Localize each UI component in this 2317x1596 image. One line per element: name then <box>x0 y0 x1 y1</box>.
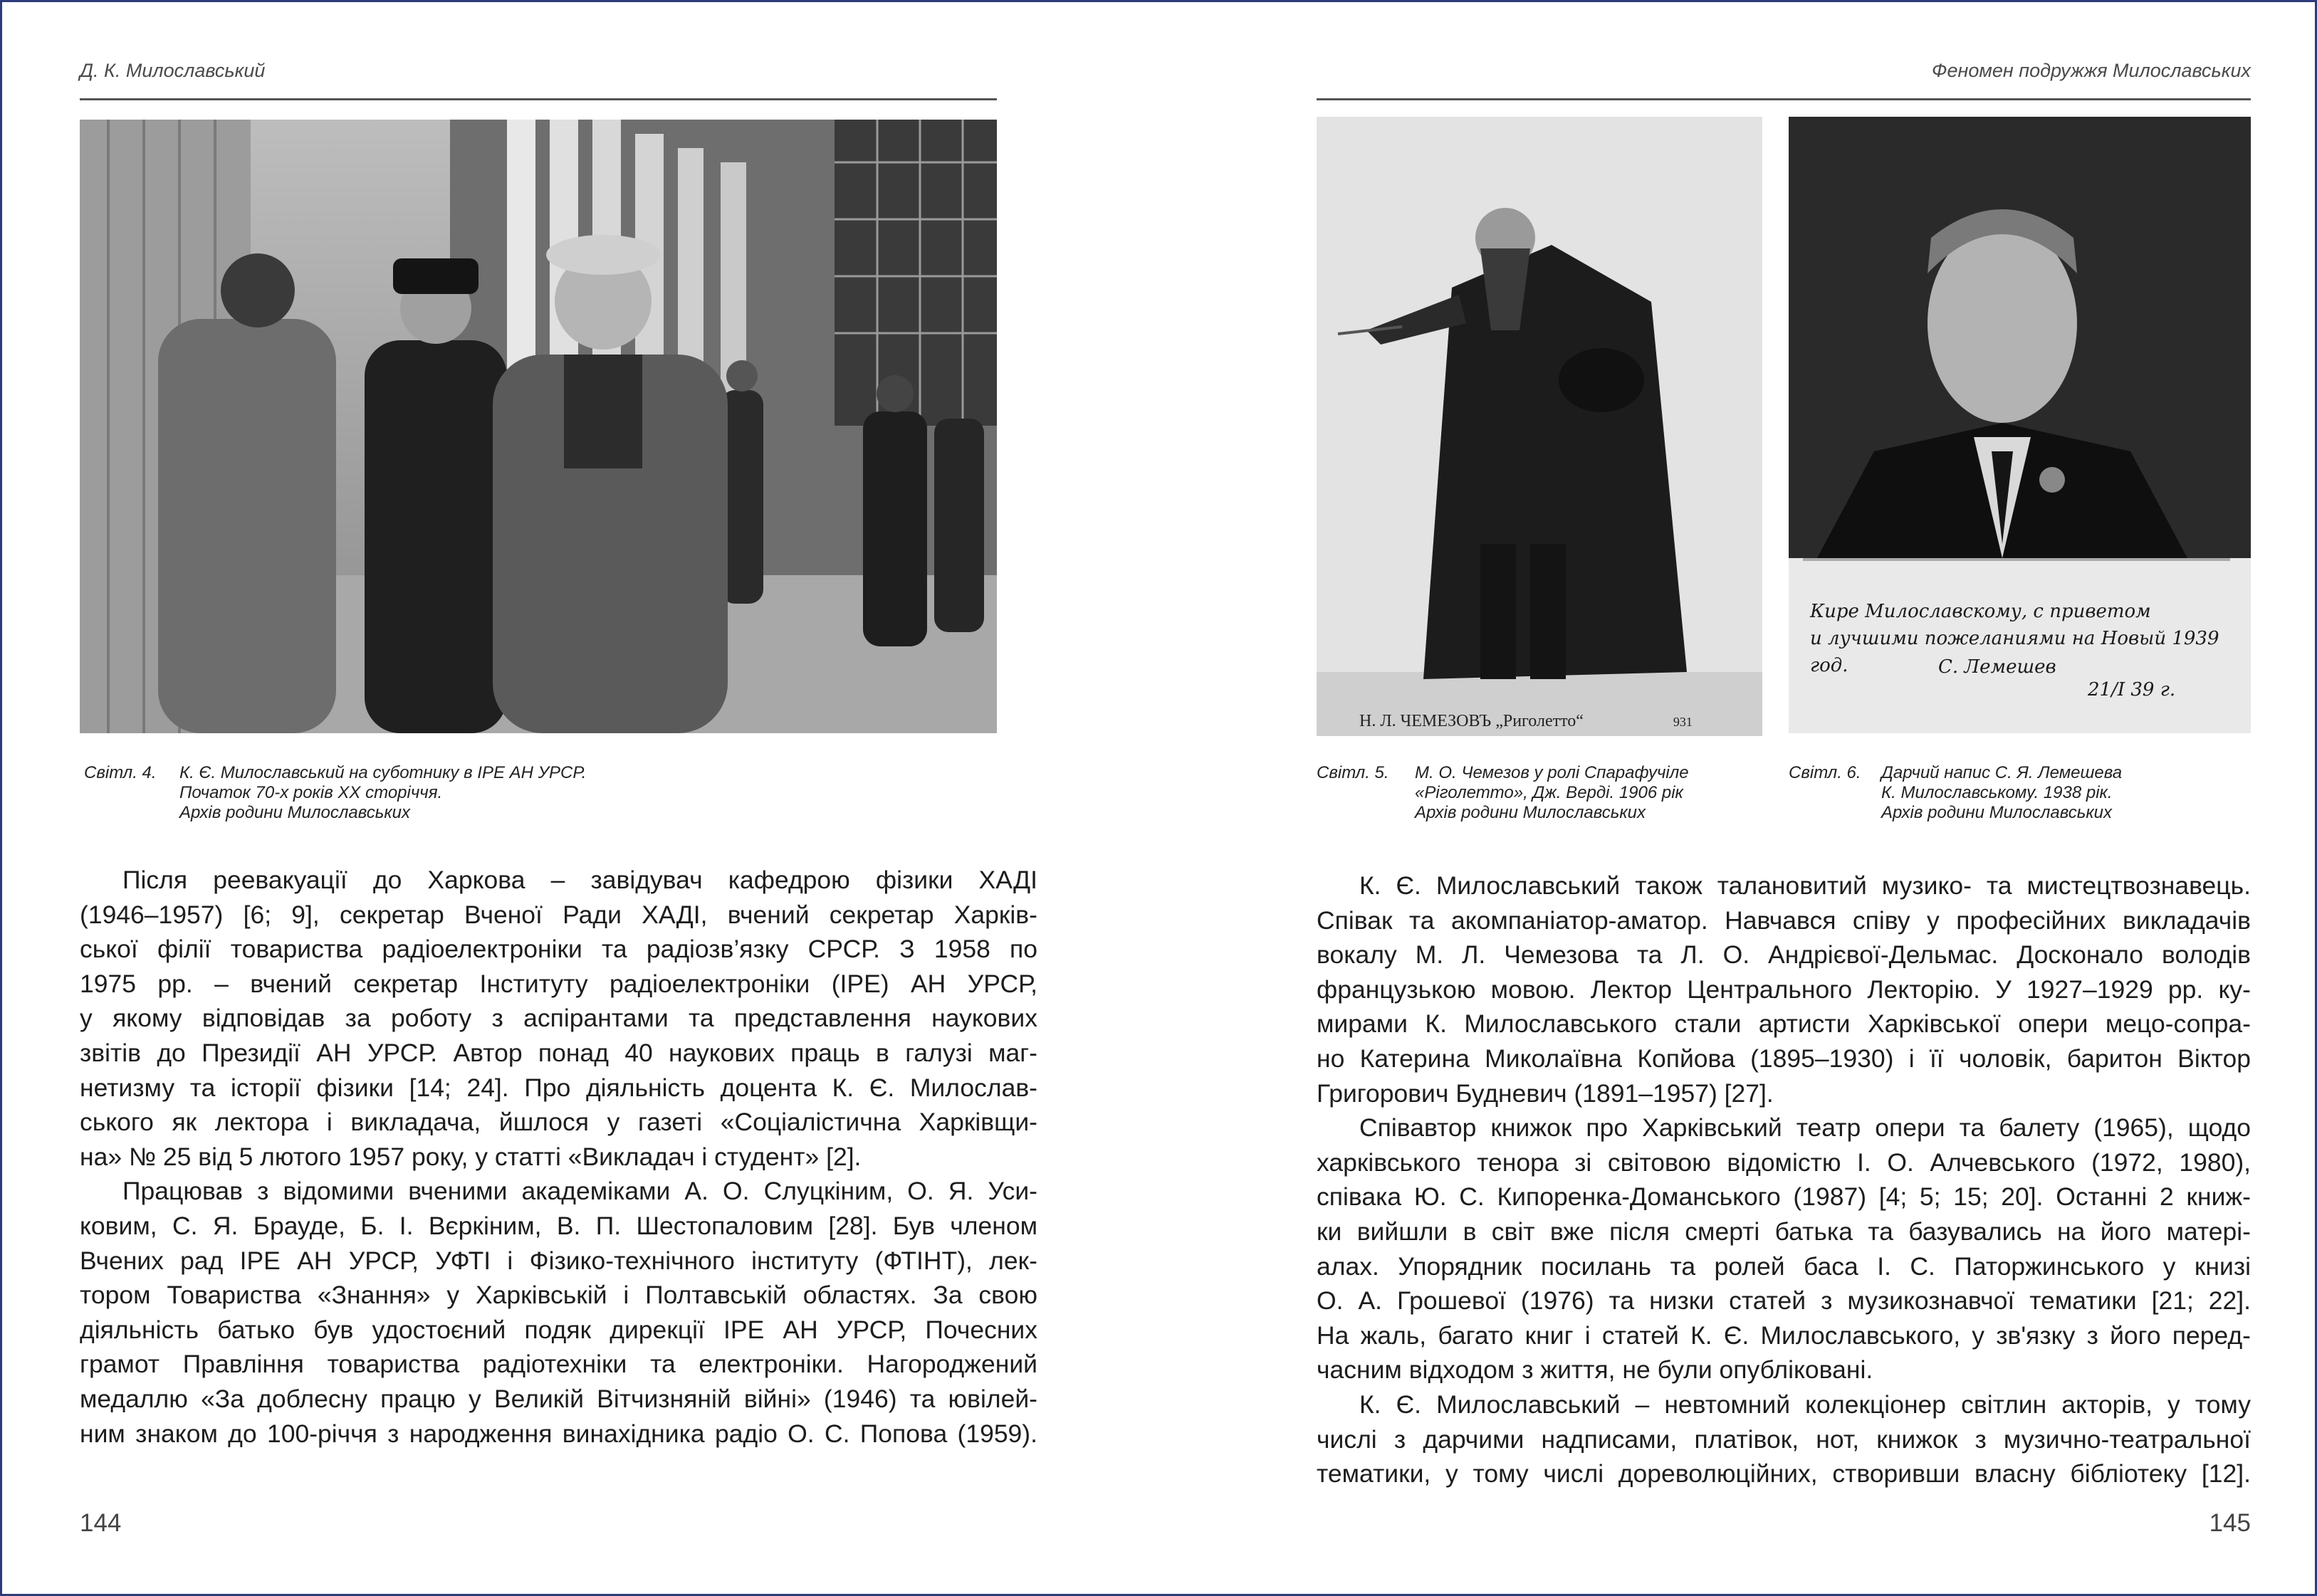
page-number-left: 144 <box>80 1509 122 1537</box>
photo-chemezov-image <box>1317 117 1762 736</box>
caption-line: К. Милославському. 1938 рік. <box>1881 783 2113 802</box>
text-line: О. А. Грошевої (1976) та низки статей з музикознавчої тематики [21; 22]. <box>1317 1286 2251 1316</box>
caption-line: Початок 70-х років ХХ сторіччя. <box>179 783 443 802</box>
text-line: На жаль, багато книг і статей К. Є. Милославського, у зв'язку з його перед- <box>1317 1321 2251 1350</box>
caption-line: Архів родини Милославських <box>1881 803 2113 822</box>
text-line: Після реевакуації до Харкова – завідувач кафедрою фізики ХАДІ <box>122 866 1037 894</box>
caption-line: К. Є. Милославський на суботнику в ІРЕ АН УРСР. <box>179 763 587 782</box>
text-line: но Катерина Миколаївна Копйова (1895–1930) і її чоловік, баритон Віктор <box>1317 1044 2251 1073</box>
text-line: Співавтор книжок про Харківський театр опери та балету (1965), щодо <box>1359 1113 2251 1143</box>
text-line: К. Є. Милославський – невтомний колекціонер світлин акторів, у тому <box>1359 1390 2251 1419</box>
right-page <box>1158 0 2317 1596</box>
dedication-line: и лучшими пожеланиями на Новый 1939 <box>1810 628 2219 649</box>
caption-line: Архів родини Милославських <box>179 803 411 822</box>
text-line: французькою мовою. Лектор Центрального Лекторію. У 1927–1929 рр. ку- <box>1317 975 2251 1004</box>
head-rule-left <box>80 98 997 100</box>
text-line: 1975 рр. – вчений секретар Інституту радіоелектроніки (ІРЕ) АН УРСР, <box>80 969 1037 998</box>
text-line: тематики, у тому числі дореволюційних, створивши власну бібліотеку [12]. <box>1317 1459 2251 1489</box>
dedication-line: Кире Милославскому, с приветом <box>1810 601 2151 622</box>
text-line: Вчених рад ІРЕ АН УРСР, УФТІ і Фізико-технічного інституту (ФТІНТ), лек- <box>80 1246 1037 1275</box>
text-line: ки вийшли в світ вже після смерті батька та базувались на його матері- <box>1317 1217 2251 1246</box>
caption-line: М. О. Чемезов у ролі Спарафучіле <box>1415 763 1689 782</box>
text-line: тором Товариства «Знання» у Харківській і Полтавській областях. За свою <box>80 1281 1037 1310</box>
text-line: ської філії товариства радіоелектроніки та радіозв’язку СРСР. З 1958 по <box>80 935 1037 964</box>
caption-line: Дарчий напис С. Я. Лемешева <box>1881 763 2123 782</box>
dedication-date: 21/I 39 г. <box>2088 679 2176 700</box>
body-text-left <box>80 863 1037 1451</box>
text-line: діяльність батько був удостоєний подяк дирекції ІРЕ АН УРСР, Почесних <box>80 1315 1037 1344</box>
text-line: вокалу М. Л. Чемезова та Л. О. Андрієвої-Дельмас. Досконало володів <box>1317 940 2251 970</box>
page-number-right: 145 <box>2209 1509 2251 1537</box>
running-head-right: Феномен подружжя Милославських <box>1932 60 2251 81</box>
caption-body <box>1881 763 2122 823</box>
caption-label: Світл. 5. <box>1317 763 1389 782</box>
photo-subbotnik <box>80 120 997 733</box>
photo-chemezov-inscription <box>1359 712 1693 731</box>
caption-line: Архів родини Милославських <box>1415 803 1646 822</box>
text-line: Григорович Будневич (1891–1957) [27]. <box>1317 1078 1774 1108</box>
text-line: (1946–1957) [6; 9], секретар Вченої Ради ХАДІ, вчений секретар Харків- <box>80 900 1037 929</box>
caption-body <box>1415 763 1689 823</box>
text-line: співака Ю. С. Кипоренка-Доманського (1987) [4; 5; 15; 20]. Останні 2 книж- <box>1317 1182 2251 1212</box>
caption-line: «Ріголетто», Дж. Верді. 1906 рік <box>1415 783 1683 802</box>
text-line: часним відходом з життя, не були опубліковані. <box>1317 1355 1873 1385</box>
running-head-left: Д. К. Милославський <box>80 60 266 81</box>
dedication-signature: С. Лемешев <box>1938 656 2056 678</box>
text-line: звітів до Президії АН УРСР. Автор понад 40 наукових праць в галузі маг- <box>80 1038 1037 1067</box>
text-line: ського як лектора і викладача, йшлося у газеті «Соціалістична Харківщи- <box>80 1108 1037 1137</box>
caption-photo-6 <box>1789 763 2251 827</box>
photo-lemeshev-dedication <box>1810 598 2237 703</box>
head-rule-right <box>1317 98 2251 100</box>
caption-photo-4 <box>84 763 995 827</box>
text-line: у якому відповідав за роботу з аспірантами та представлення наукових <box>80 1004 1037 1033</box>
text-line: медаллю «За доблесну працю у Великій Вітчизняній війні» (1946) та ювілей- <box>80 1384 1037 1413</box>
text-line: Працював з відомими вченими академіками А. О. Слуцкіним, О. Я. Уси- <box>122 1177 1037 1206</box>
text-line: числі з дарчими надписами, платівок, нот, книжок з музично-театральної <box>1317 1424 2251 1454</box>
plate-number: 931 <box>1673 715 1693 729</box>
text-line: грамот Правління товариства радіотехніки та електроніки. Нагороджений <box>80 1350 1037 1379</box>
caption-photo-5 <box>1317 763 1765 827</box>
text-line: К. Є. Милославський також талановитий музико- та мистецтвознавець. <box>1359 871 2251 900</box>
inscription-text: Н. Л. ЧЕМЕЗОВЪ „Риголетто“ <box>1359 712 1584 730</box>
photo-chemezov <box>1317 117 1762 736</box>
text-line: мирами К. Милославського стали артисти Харківської опери мецо-сопра- <box>1317 1009 2251 1039</box>
text-line: ним знаком до 100-річчя з народження винахідника радіо О. С. Попова (1959). <box>80 1419 1037 1448</box>
body-text-right <box>1317 868 2251 1491</box>
caption-label: Світл. 4. <box>84 763 157 782</box>
dedication-line: год. <box>1810 655 1848 676</box>
caption-label: Світл. 6. <box>1789 763 1861 782</box>
text-line: ковим, С. Я. Брауде, Б. І. Вєркіним, В. П. Шестопаловим [28]. Був членом <box>80 1211 1037 1240</box>
photo-subbotnik-image <box>80 120 997 733</box>
left-page <box>0 0 1158 1596</box>
text-line: нетизму та історії фізики [14; 24]. Про діяльність доцента К. Є. Милослав- <box>80 1073 1037 1102</box>
text-line: алах. Упорядник посилань та ролей баса І. С. Паторжинського у книзі <box>1317 1251 2251 1281</box>
caption-body <box>179 763 586 823</box>
text-line: Співак та акомпаніатор-аматор. Навчався співу у професійних викладачів <box>1317 905 2251 935</box>
text-line: харківського тенора зі світовою відомістю І. О. Алчевського (1972, 1980), <box>1317 1148 2251 1177</box>
text-line: на» № 25 від 5 лютого 1957 року, у статті «Викладач і студент» [2]. <box>80 1142 862 1171</box>
